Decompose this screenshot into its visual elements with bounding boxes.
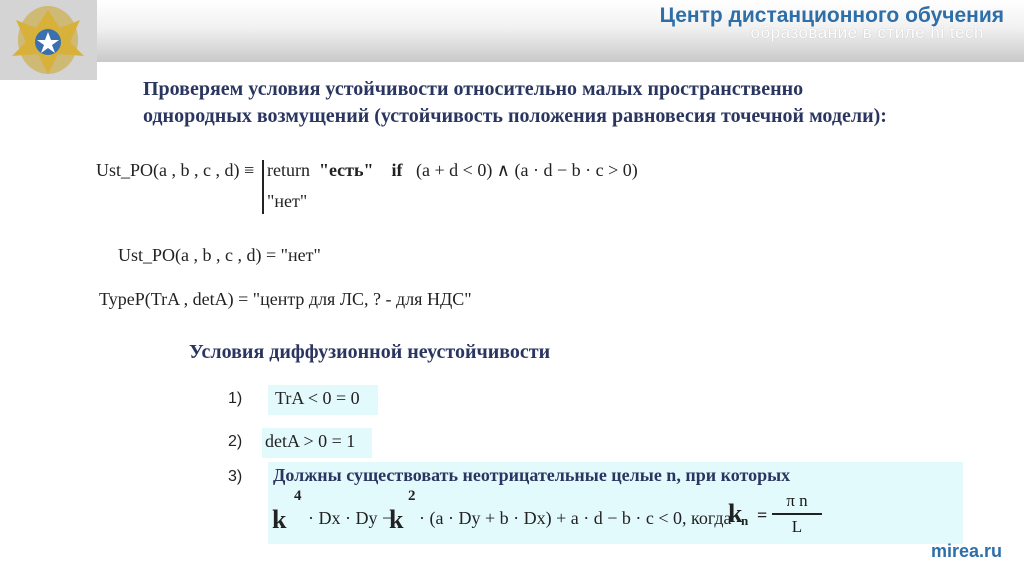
item-number-3: 3) <box>228 468 243 485</box>
ust-evaluation: Ust_PO(a , b , c , d) = "нет" <box>118 245 321 265</box>
equals-sign: = <box>757 505 768 525</box>
intro-line-1: Проверяем условия устойчивости относительно малых пространственно <box>143 78 804 100</box>
fraction-bar <box>772 513 822 515</box>
condition-box-2 <box>262 428 372 458</box>
emblem-logo <box>0 0 97 80</box>
k-symbol-2: k <box>389 505 404 534</box>
exponent-2: 2 <box>408 488 416 504</box>
condition-box-1 <box>268 385 378 415</box>
kn-fraction <box>772 491 822 537</box>
item-number-2: 2) <box>228 433 243 450</box>
intro-line-2: однородных возмущений (устойчивость положения равновесия точечной модели): <box>143 105 887 127</box>
if-keyword: if <box>391 160 403 180</box>
stability-condition: (a + d < 0) ∧ (a · d − b · c > 0) <box>416 160 638 180</box>
kn-subscript: n <box>741 513 749 528</box>
term-1: · Dx · Dy − <box>308 508 393 528</box>
header-title: Центр дистанционного обучения <box>659 4 1004 27</box>
intro-text <box>143 76 887 130</box>
header-subtitle: образование в стиле hi tech <box>750 23 984 42</box>
exponent-4: 4 <box>294 488 302 504</box>
fraction-numerator: π n <box>786 491 808 510</box>
term-2: · (a · Dy + b · Dx) + a · d − b · c < 0, когда <box>419 508 732 528</box>
yes-string: "есть" <box>318 160 374 180</box>
footer-site-link[interactable]: mirea.ru <box>930 541 1002 561</box>
condition-3-text: Должны существовать неотрицательные целые n, при которых <box>273 465 791 485</box>
fraction-denominator: L <box>791 516 803 536</box>
trace-condition: TrA < 0 = 0 <box>275 388 360 408</box>
item-number-1: 1) <box>228 390 243 407</box>
typep-formula: TypeP(TrA , detA) = "центр для ЛС, ? - для НДС" <box>99 289 472 309</box>
k-symbol-1: k <box>272 505 287 534</box>
no-string: "нет" <box>267 191 308 211</box>
ust-definition-lhs: Ust_PO(a , b , c , d) ≡ <box>96 160 255 180</box>
kn-symbol: k <box>728 499 743 528</box>
return-line <box>267 160 638 181</box>
program-bracket <box>262 160 264 214</box>
return-keyword: return <box>267 160 310 180</box>
diffusion-section-title: Условия диффузионной неустойчивости <box>189 341 551 363</box>
det-condition: detA > 0 = 1 <box>265 431 356 451</box>
